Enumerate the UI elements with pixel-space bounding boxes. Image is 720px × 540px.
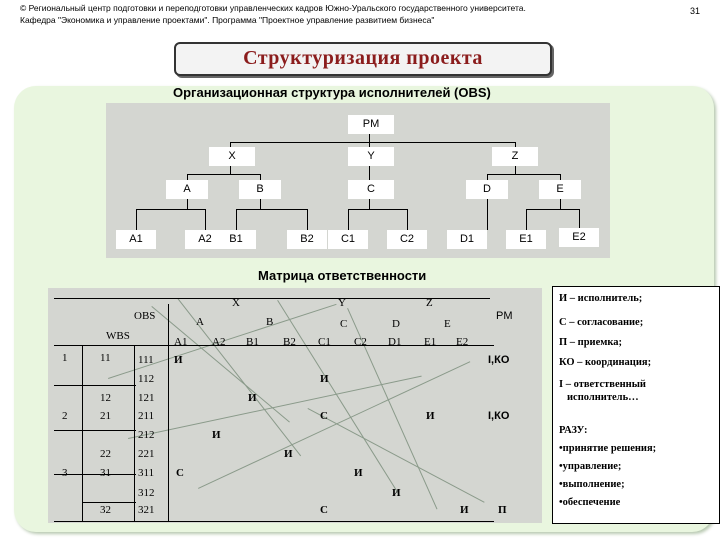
- obs-node-e2: E2: [559, 228, 599, 247]
- matrix-col-a1: A1: [174, 336, 188, 348]
- matrix-row-7-l3: 311: [138, 467, 155, 479]
- header-text: [20, 2, 670, 26]
- legend-item: •управление;: [559, 461, 622, 472]
- matrix-col-a: A: [196, 316, 204, 328]
- matrix-row-1-l3: 111: [138, 354, 154, 366]
- legend-item: РАЗУ:: [559, 425, 588, 436]
- obs-node-e: E: [539, 180, 581, 199]
- matrix-cell: И: [284, 448, 293, 460]
- legend-item: •обеспечение: [559, 497, 621, 508]
- matrix-col-z: Z: [426, 297, 433, 309]
- matrix-row-7-l2: 31: [100, 467, 111, 479]
- matrix-col-c: C: [340, 318, 348, 330]
- matrix-row-9-l3: 321: [138, 504, 155, 516]
- legend-item: П – приемка;: [559, 337, 623, 348]
- matrix-cell: И: [460, 504, 469, 516]
- matrix-row-6-l2: 22: [100, 448, 111, 460]
- obs-node-pm: PM: [348, 115, 394, 134]
- matrix-row-3-l3: 121: [138, 392, 155, 404]
- matrix-col-a2: A2: [212, 336, 226, 348]
- obs-node-b: B: [239, 180, 281, 199]
- obs-node-a2: A2: [185, 230, 225, 249]
- matrix-col-b2: B2: [283, 336, 296, 348]
- obs-node-b1: B1: [216, 230, 256, 249]
- obs-node-z: Z: [492, 147, 538, 166]
- obs-diagram: [106, 103, 610, 258]
- legend-item: I – ответственный: [559, 379, 646, 390]
- matrix-cell: И: [392, 487, 401, 499]
- legend-item: •выполнение;: [559, 479, 625, 490]
- matrix-col-c2: C2: [354, 336, 367, 348]
- matrix-col-c1: C1: [318, 336, 331, 348]
- obs-node-d: D: [466, 180, 508, 199]
- matrix-row-9-l2: 32: [100, 504, 111, 516]
- matrix-corner-wbs: WBS: [106, 330, 130, 342]
- matrix-col-x: X: [232, 297, 240, 309]
- matrix-cell: И: [354, 467, 363, 479]
- matrix-row-4-l1: 2: [62, 410, 68, 422]
- page-number: 31: [690, 6, 701, 16]
- legend-box: [552, 286, 720, 524]
- obs-node-a: A: [166, 180, 208, 199]
- legend-item: •принятие решения;: [559, 443, 657, 454]
- matrix-cell: И: [248, 392, 257, 404]
- matrix-col-b1: B1: [246, 336, 259, 348]
- matrix-col-d1: D1: [388, 336, 402, 348]
- matrix-cell: И: [212, 429, 221, 441]
- matrix-cell: И: [174, 354, 183, 366]
- matrix-row-6-l3: 221: [138, 448, 155, 460]
- header-line-2: Кафедра "Экономика и управление проектами". Программа "Проектное управление развитием бизнеса": [20, 15, 435, 25]
- matrix-cell: С: [320, 410, 328, 422]
- matrix-row-4-l2: 21: [100, 410, 111, 422]
- matrix-col-e2: E2: [456, 336, 469, 348]
- obs-title: Организационная структура исполнителей (OBS): [173, 85, 491, 100]
- matrix-row-2-l3: 112: [138, 373, 155, 385]
- slide-title: Структуризация проекта: [174, 42, 552, 76]
- matrix-cell: С: [176, 467, 184, 479]
- matrix-cell: I,КО: [488, 410, 510, 422]
- matrix-row-8-l3: 312: [138, 487, 155, 499]
- matrix-row-4-l3: 211: [138, 410, 155, 422]
- obs-node-b2: B2: [287, 230, 327, 249]
- obs-node-c2: C2: [387, 230, 427, 249]
- obs-node-y: Y: [348, 147, 394, 166]
- matrix-row-7-l1: 3: [62, 467, 68, 479]
- legend-item: И – исполнитель;: [559, 293, 643, 304]
- matrix-row-3-l2: 12: [100, 392, 111, 404]
- matrix-col-e1: E1: [424, 336, 437, 348]
- matrix-cell: I,КО: [488, 354, 510, 366]
- matrix-col-d: D: [392, 318, 400, 330]
- matrix-col-b: B: [266, 316, 274, 328]
- obs-node-c1: C1: [328, 230, 368, 249]
- obs-node-e1: E1: [506, 230, 546, 249]
- matrix-cell: И: [320, 373, 329, 385]
- legend-item: КО – координация;: [559, 357, 652, 368]
- obs-node-c: C: [348, 180, 394, 199]
- matrix-cell: С: [320, 504, 328, 516]
- matrix-cell: И: [426, 410, 435, 422]
- obs-node-a1: A1: [116, 230, 156, 249]
- matrix-row-5-l3: 212: [138, 429, 155, 441]
- header-line-1: © Региональный центр подготовки и переподготовки управленческих кадров Южно-Уральского государственного университета.: [20, 3, 526, 13]
- matrix-row-1-l2: 11: [100, 352, 111, 364]
- matrix-cell: П: [498, 504, 507, 516]
- responsibility-matrix: [48, 288, 542, 523]
- matrix-col-e: E: [444, 318, 451, 330]
- matrix-title: Матрица ответственности: [258, 268, 427, 283]
- obs-node-d1: D1: [447, 230, 487, 249]
- legend-item: исполнитель…: [567, 392, 639, 403]
- obs-node-x: X: [209, 147, 255, 166]
- matrix-col-y: Y: [338, 297, 346, 309]
- matrix-corner-obs: OBS: [134, 310, 156, 322]
- matrix-col-pm: PM: [496, 310, 513, 322]
- matrix-row-1-l1: 1: [62, 352, 68, 364]
- legend-item: С – согласование;: [559, 317, 644, 328]
